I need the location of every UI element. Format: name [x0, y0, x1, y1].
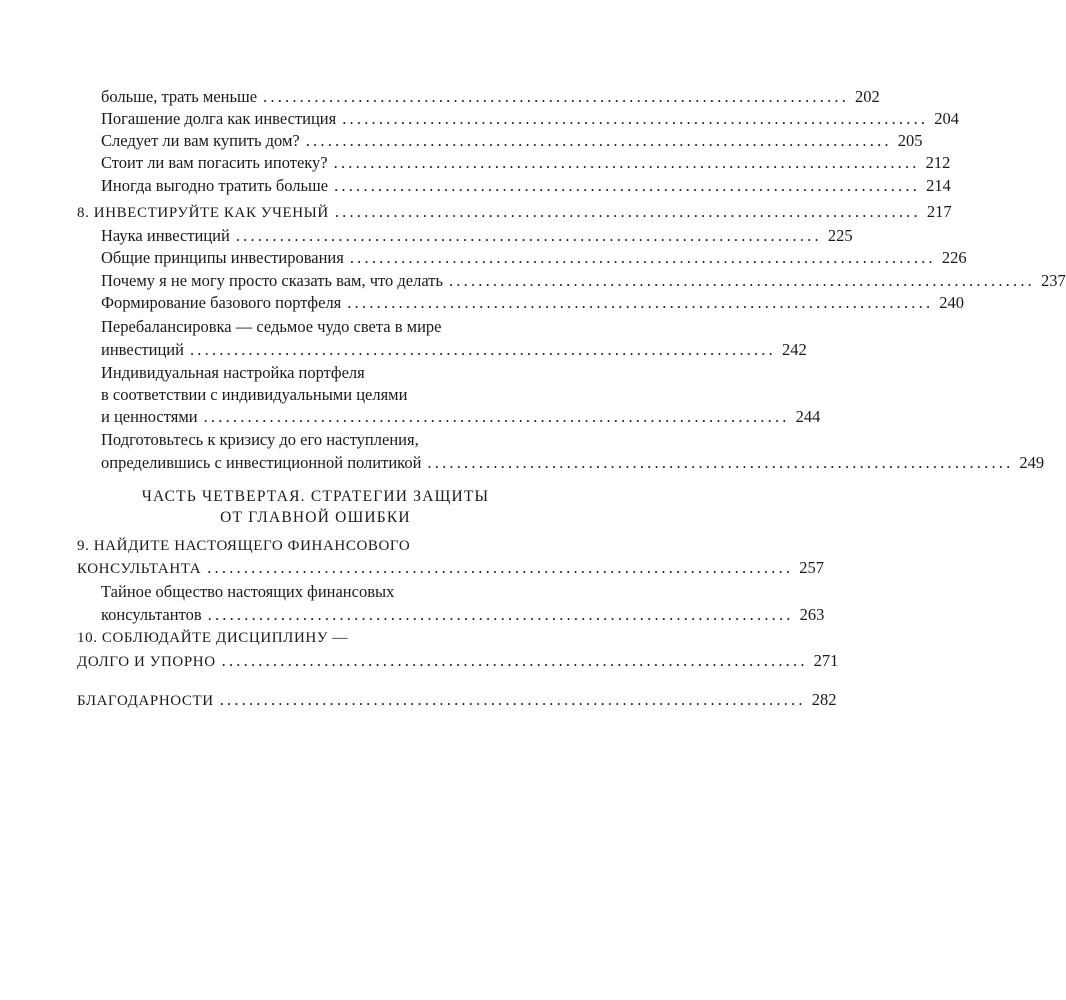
toc-entry[interactable]: [101, 270, 1066, 292]
toc-entry-title: и ценностями: [101, 407, 198, 426]
toc-entry[interactable]: [101, 406, 821, 428]
toc-entry[interactable]: [101, 292, 965, 314]
toc-leader-dots: ................................................................................: [347, 293, 934, 312]
toc-entry-line[interactable]: [101, 384, 532, 406]
toc-leader-dots: ................................................................................: [235, 226, 822, 245]
toc-page-number: 271: [813, 651, 839, 670]
toc-entry[interactable]: [101, 130, 923, 152]
toc-page-number: 242: [781, 340, 807, 359]
toc-entry[interactable]: [101, 604, 825, 626]
toc-chapter-entry[interactable]: [77, 557, 824, 579]
toc-leader-dots: ................................................................................: [207, 605, 794, 624]
toc-entry-title: Формирование базового портфеля: [101, 293, 342, 312]
toc-leader-dots: ................................................................................: [203, 407, 790, 426]
part-title-line-1: ЧАСТЬ ЧЕТВЕРТАЯ. СТРАТЕГИИ ЗАЩИТЫ: [141, 488, 490, 505]
toc-entry-title: больше, трать меньше: [101, 87, 258, 106]
toc-chapter-entry-line[interactable]: [77, 535, 532, 557]
toc-page-number: 214: [926, 176, 951, 195]
toc-chapter-title: БЛАГОДАРНОСТИ: [77, 693, 214, 709]
toc-entry-title: определившись с инвестиционной политикой: [101, 453, 422, 472]
toc-leader-dots: ................................................................................: [207, 558, 794, 577]
toc-chapter-title: ДОЛГО И УПОРНО: [77, 654, 216, 670]
toc-chapter-entry[interactable]: [77, 689, 837, 711]
toc-entry-title: Следует ли вам купить дом?: [101, 131, 300, 150]
toc-entry-line[interactable]: [101, 362, 532, 384]
toc-entry[interactable]: [101, 86, 880, 108]
toc-leader-dots: ................................................................................: [334, 202, 921, 221]
toc-leader-dots: ................................................................................: [448, 271, 1035, 290]
toc-leader-dots: ................................................................................: [427, 453, 1014, 472]
toc-entry[interactable]: [101, 152, 951, 174]
toc-leader-dots: ................................................................................: [349, 248, 936, 267]
toc-entry-title: Почему я не могу просто сказать вам, что делать: [101, 271, 443, 290]
toc-entry[interactable]: [101, 175, 951, 197]
toc-entry[interactable]: [101, 225, 853, 247]
toc-entry-title: Наука инвестиций: [101, 226, 230, 245]
toc-entry-title: Иногда выгодно тратить больше: [101, 176, 329, 195]
toc-leader-dots: ................................................................................: [263, 87, 850, 106]
toc-entry-title: инвестиций: [101, 340, 184, 359]
toc-entry[interactable]: [101, 247, 967, 269]
toc-chapter-entry[interactable]: [77, 650, 839, 672]
toc-page-number: 282: [811, 690, 837, 709]
toc-page-number: 263: [799, 605, 825, 624]
toc-leader-dots: ................................................................................: [189, 340, 776, 359]
toc-chapter-entry-line[interactable]: [77, 627, 532, 649]
toc-page-number: 217: [926, 202, 952, 221]
toc-page-number: 212: [925, 153, 951, 172]
toc-chapter-entry[interactable]: [77, 201, 952, 223]
toc-page-number: 244: [795, 407, 821, 426]
toc-leader-dots: ................................................................................: [333, 153, 920, 172]
toc-chapter-title: КОНСУЛЬТАНТА: [77, 561, 202, 577]
toc-entry-title: Погашение долга как инвестиция: [101, 109, 337, 128]
toc-leader-dots: ................................................................................: [305, 131, 892, 150]
toc-page-number: 202: [855, 87, 880, 106]
toc-page-number: 225: [827, 226, 853, 245]
toc-entry-line[interactable]: [101, 316, 532, 338]
toc-page-number: 237: [1040, 271, 1066, 290]
toc-leader-dots: ................................................................................: [334, 176, 921, 195]
toc-page-number: 257: [799, 558, 824, 577]
toc-leader-dots: ................................................................................: [221, 651, 808, 670]
toc-page-number: 226: [941, 248, 967, 267]
toc-entry-title: Общие принципы инвестирования: [101, 248, 344, 267]
toc-entry-title: консультантов: [101, 605, 202, 624]
toc-entry[interactable]: [101, 108, 959, 130]
toc-entry-title: Индивидуальная настройка портфеля: [101, 363, 365, 382]
toc-chapter-title: 8. ИНВЕСТИРУЙТЕ КАК УЧЕНЫЙ: [77, 205, 329, 221]
toc-leader-dots: ................................................................................: [219, 690, 806, 709]
toc-page-number: 240: [939, 293, 965, 312]
part-title-line-2: ОТ ГЛАВНОЙ ОШИБКИ: [220, 509, 411, 526]
toc-entry-title: Стоит ли вам погасить ипотеку?: [101, 153, 328, 172]
toc-entry-title: Подготовьтесь к кризису до его наступления,: [101, 430, 419, 449]
toc-page-number: 205: [897, 131, 923, 150]
toc-entry-title: Тайное общество настоящих финансовых: [101, 582, 395, 601]
toc-chapter-title: 9. НАЙДИТЕ НАСТОЯЩЕГО ФИНАНСОВОГО: [77, 538, 411, 554]
toc-chapter-title: 10. СОБЛЮДАЙТЕ ДИСЦИПЛИНУ —: [77, 630, 348, 646]
toc-entry-title: Перебалансировка — седьмое чудо света в мире: [101, 317, 442, 336]
toc-entry-line[interactable]: [101, 581, 532, 603]
toc-page-number: 249: [1019, 453, 1045, 472]
toc-entry[interactable]: [101, 452, 1045, 474]
toc-entry-line[interactable]: [101, 429, 532, 451]
toc-entry[interactable]: [101, 339, 807, 361]
toc-leader-dots: ................................................................................: [342, 109, 929, 128]
toc-page-number: 204: [934, 109, 959, 128]
toc-entry-title: в соответствии с индивидуальными целями: [101, 385, 408, 404]
